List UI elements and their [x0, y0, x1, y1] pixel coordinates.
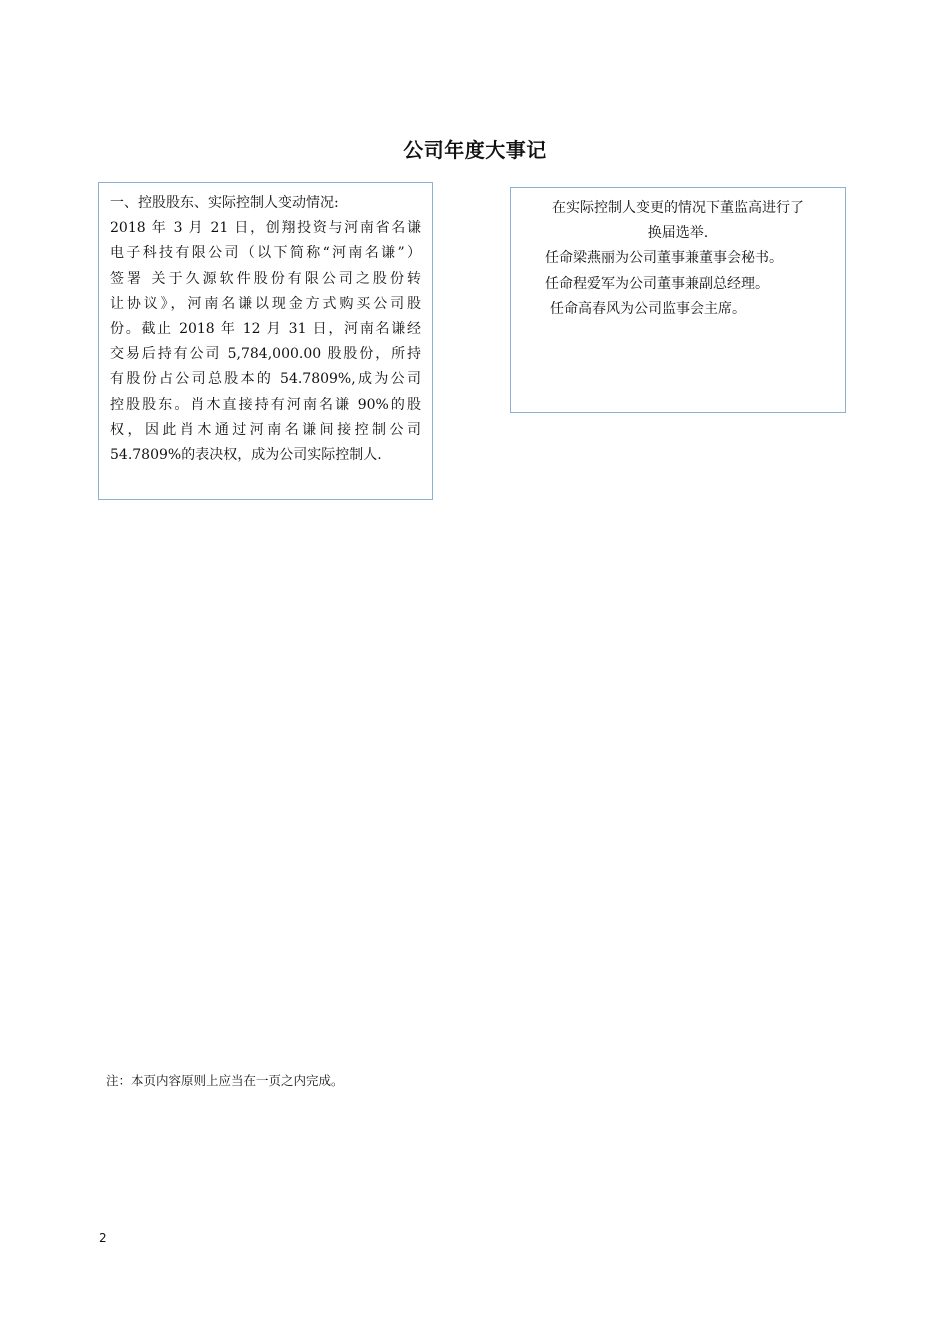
text-line: 2018 年 3 月 21 日，创翔投资与河南省名谦 — [110, 220, 421, 237]
text-line: 电子科技有限公司（以下简称“河南名谦”） — [110, 245, 421, 262]
text-line: 一、控股股东、实际控制人变动情况: — [110, 195, 339, 211]
board-reelection-text — [521, 196, 835, 322]
text-line: 在实际控制人变更的情况下董监高进行了 — [552, 200, 804, 216]
text-line: 交易后持有公司 5,784,000.00 股股份，所持 — [110, 346, 421, 363]
shareholder-change-text — [110, 191, 421, 468]
appointment-line: 任命高春风为公司监事会主席。 — [550, 300, 746, 317]
text-line: 权，因此肖木通过河南名谦间接控制公司 — [110, 421, 421, 438]
page-number: 2 — [99, 1231, 107, 1245]
shareholder-change-box — [98, 182, 433, 500]
text-line: 让协议》，河南名谦以现金方式购买公司股 — [110, 295, 421, 312]
appointment-line: 任命梁燕丽为公司董事兼董事会秘书。 — [545, 250, 783, 267]
text-line: 控股股东。肖木直接持有河南名谦 90%的股 — [110, 396, 421, 413]
footer-note: 注：本页内容原则上应当在一页之内完成。 — [106, 1073, 344, 1088]
text-line: 54.7809%的表决权，成为公司实际控制人. — [110, 447, 382, 464]
text-line: 有股份占公司总股本的 54.7809%,成为公司 — [110, 371, 421, 388]
page-title: 公司年度大事记 — [403, 138, 547, 162]
text-line: 换届选举. — [647, 225, 709, 242]
text-line: 签署 关于久源软件股份有限公司之股份转 — [110, 270, 421, 287]
appointment-line: 任命程爱军为公司董事兼副总经理。 — [545, 275, 769, 292]
board-reelection-box — [510, 187, 846, 413]
text-line: 份。截止 2018 年 12 月 31 日，河南名谦经 — [110, 321, 421, 338]
